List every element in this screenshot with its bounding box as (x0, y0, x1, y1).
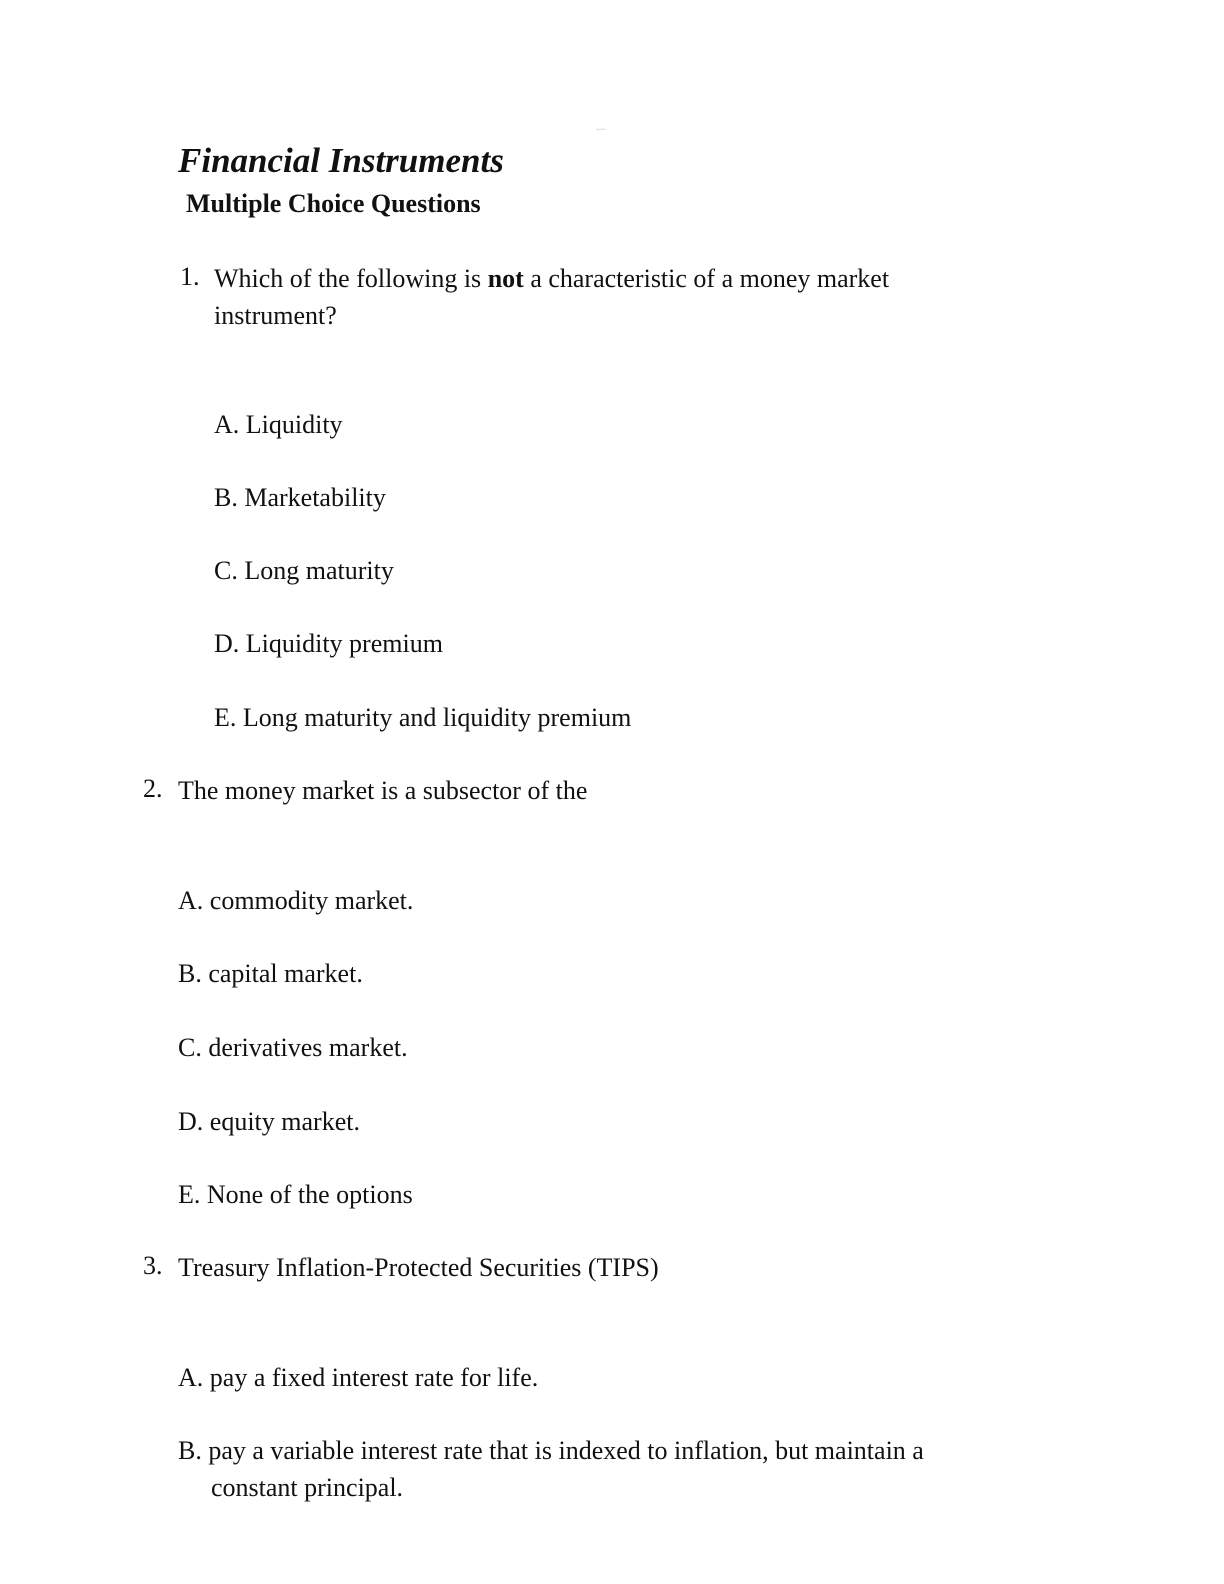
option-text: Liquidity premium (245, 629, 443, 658)
answer-option[interactable] (214, 552, 394, 589)
question-number: 1. (180, 262, 200, 291)
option-text: Marketability (244, 483, 386, 512)
option-text: Long maturity (244, 556, 394, 585)
option-text: pay a fixed interest rate for life. (209, 1363, 539, 1392)
option-letter: A. (178, 1363, 204, 1392)
question-text-end: a characteristic of a money market instrument? (214, 264, 890, 330)
answer-option[interactable] (214, 479, 386, 516)
option-letter: A. (178, 886, 204, 915)
option-text: Long maturity and liquidity premium (242, 703, 632, 732)
option-text: Liquidity (245, 410, 343, 439)
answer-option[interactable] (178, 1359, 538, 1396)
option-letter: B. (214, 483, 238, 512)
option-text: pay a variable interest rate that is indexed to inflation, but maintain a constant principal. (208, 1436, 924, 1502)
option-text: None of the options (206, 1180, 413, 1209)
header-mark: ····· (596, 127, 606, 133)
option-letter: B. (178, 959, 202, 988)
question-number: 3. (143, 1251, 163, 1280)
option-text: equity market. (209, 1107, 360, 1136)
answer-option[interactable] (178, 1432, 1011, 1506)
option-letter: D. (214, 629, 240, 658)
answer-option[interactable] (178, 882, 413, 919)
option-letter: B. (178, 1436, 202, 1465)
answer-option[interactable] (178, 1103, 360, 1140)
option-letter: C. (178, 1033, 202, 1062)
option-text: derivatives market. (208, 1033, 408, 1062)
option-text: commodity market. (209, 886, 414, 915)
answer-option[interactable] (214, 406, 343, 443)
answer-option[interactable] (178, 955, 363, 992)
question-text: The money market is a subsector of the (178, 776, 588, 805)
answer-option[interactable] (178, 1176, 413, 1213)
question-text-start: Which of the following is (214, 264, 488, 293)
option-letter: E. (214, 703, 237, 732)
question-number: 2. (143, 774, 163, 803)
answer-option[interactable] (214, 699, 631, 736)
document-title: Financial Instruments (178, 141, 504, 180)
option-text: capital market. (208, 959, 363, 988)
document-subtitle: Multiple Choice Questions (186, 189, 481, 218)
option-letter: D. (178, 1107, 204, 1136)
answer-option[interactable] (178, 1029, 408, 1066)
option-letter: A. (214, 410, 240, 439)
answer-option[interactable] (214, 625, 443, 662)
question-text (214, 260, 954, 334)
option-letter: E. (178, 1180, 201, 1209)
option-letter: C. (214, 556, 238, 585)
question-text-emphasis: not (487, 264, 524, 293)
question-text: Treasury Inflation-Protected Securities (TIPS) (178, 1253, 659, 1282)
